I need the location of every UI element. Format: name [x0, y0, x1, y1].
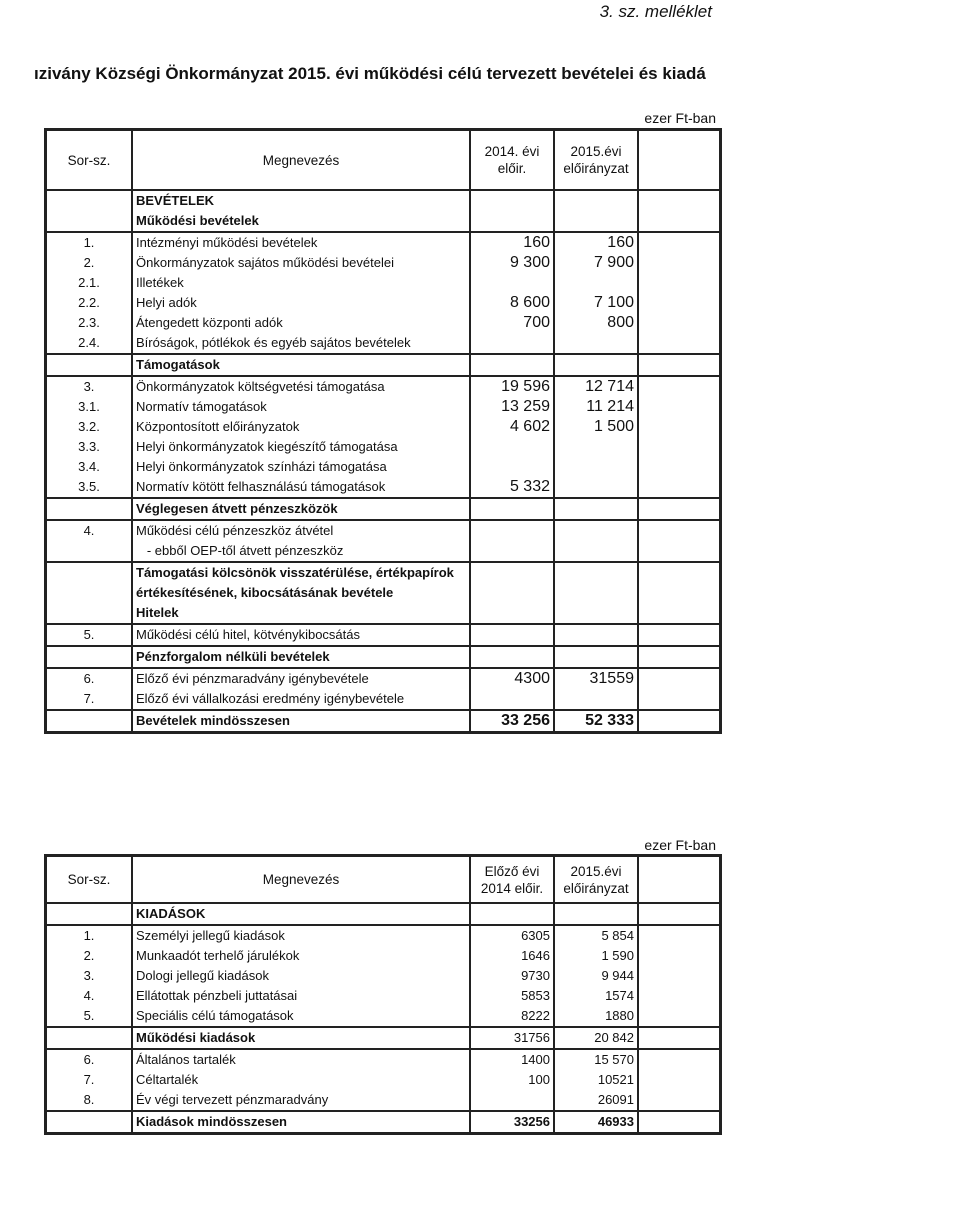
value-2015: 46933 — [554, 1111, 638, 1132]
row-number: 3.5. — [47, 477, 132, 498]
row-label: Helyi önkormányzatok színházi támogatása — [132, 457, 470, 477]
table-row — [47, 925, 719, 946]
row-label: Normatív kötött felhasználású támogatások — [132, 477, 470, 498]
extra-cell — [638, 903, 719, 925]
header-sor-sz: Sor-sz. — [47, 131, 132, 190]
row-number — [47, 354, 132, 376]
value-2014 — [470, 211, 554, 232]
extra-cell — [638, 477, 719, 498]
section-row — [47, 498, 719, 520]
expense-unit-label: ezer Ft-ban — [644, 837, 716, 853]
row-number — [47, 646, 132, 668]
value-2014: 6305 — [470, 925, 554, 946]
value-2015: 52 333 — [554, 710, 638, 731]
value-2015: 9 944 — [554, 966, 638, 986]
value-2014: 33256 — [470, 1111, 554, 1132]
row-number: 6. — [83, 1052, 95, 1067]
row-label: Dologi jellegű kiadások — [132, 966, 470, 986]
row-label: Intézményi működési bevételek — [132, 232, 470, 253]
row-label: Véglegesen átvett pénzeszközök — [132, 498, 470, 520]
row-number — [47, 541, 132, 562]
section-row — [47, 1027, 719, 1049]
table-row — [47, 1070, 719, 1090]
extra-cell — [638, 293, 719, 313]
row-number — [47, 1027, 132, 1049]
row-number — [47, 1111, 132, 1132]
row-number: 4. — [83, 523, 95, 538]
value-2014 — [470, 520, 554, 541]
value-2014 — [470, 457, 554, 477]
row-number: 4. — [83, 988, 95, 1003]
value-2015: 1 590 — [554, 946, 638, 966]
extra-cell — [638, 1027, 719, 1049]
table-row — [47, 376, 719, 397]
header-megnevezes: Megnevezés — [132, 131, 470, 190]
table-row — [47, 1049, 719, 1070]
extra-cell — [638, 1090, 719, 1111]
extra-cell — [638, 710, 719, 731]
value-2015: 26091 — [554, 1090, 638, 1111]
value-2014: 9 300 — [470, 253, 554, 273]
extra-cell — [638, 417, 719, 437]
value-2014: 4300 — [470, 668, 554, 689]
value-2015 — [554, 477, 638, 498]
table-row — [47, 946, 719, 966]
row-number: 5. — [47, 624, 132, 646]
row-label: Önkormányzatok sajátos működési bevételei — [132, 253, 470, 273]
row-label: Normatív támogatások — [132, 397, 470, 417]
value-2014 — [470, 541, 554, 562]
value-2015 — [554, 457, 638, 477]
row-label: Bevételek mindösszesen — [132, 710, 470, 731]
value-2015: 11 214 — [554, 397, 638, 417]
extra-cell — [638, 986, 719, 1006]
table-row — [47, 293, 719, 313]
row-number — [47, 190, 132, 211]
value-2014 — [470, 562, 554, 583]
table-row — [47, 417, 719, 437]
value-2014: 100 — [470, 1070, 554, 1090]
value-2015: 7 900 — [554, 253, 638, 273]
section-row — [47, 190, 719, 211]
extra-cell — [638, 253, 719, 273]
row-label: Központosított előirányzatok — [132, 417, 470, 437]
value-2014 — [470, 333, 554, 354]
expense-header-row — [47, 857, 719, 903]
value-2014: 160 — [470, 232, 554, 253]
value-2014: 5 332 — [470, 477, 554, 498]
value-2015: 31559 — [554, 668, 638, 689]
value-2015 — [554, 354, 638, 376]
row-number — [47, 562, 132, 583]
value-2015 — [554, 603, 638, 624]
value-2015 — [554, 190, 638, 211]
value-2014: 31756 — [470, 1027, 554, 1049]
value-2015: 1880 — [554, 1006, 638, 1027]
row-label: Munkaadót terhelő járulékok — [132, 946, 470, 966]
value-2014: 13 259 — [470, 397, 554, 417]
row-number: 2.2. — [78, 295, 100, 310]
extra-cell — [638, 689, 719, 710]
extra-cell — [638, 520, 719, 541]
row-number — [47, 710, 132, 731]
page-title: ızivány Községi Önkormányzat 2015. évi működési célú tervezett bevételei és kiadá — [34, 64, 706, 83]
row-label: Helyi önkormányzatok kiegészítő támogatása — [132, 437, 470, 457]
row-number — [47, 603, 132, 624]
extra-cell — [638, 437, 719, 457]
extra-cell — [638, 397, 719, 417]
section-row — [47, 211, 719, 232]
row-number: 3. — [83, 968, 95, 983]
value-2014: 33 256 — [470, 710, 554, 731]
value-2015: 20 842 — [554, 1027, 638, 1049]
row-label: Speciális célú támogatások — [132, 1006, 470, 1027]
income-table — [44, 128, 722, 734]
value-2015: 10521 — [554, 1070, 638, 1090]
value-2014 — [470, 646, 554, 668]
section-row — [47, 603, 719, 624]
table-row — [47, 273, 719, 293]
value-2015 — [554, 541, 638, 562]
row-label: Év végi tervezett pénzmaradvány — [132, 1090, 470, 1111]
table-row — [47, 232, 719, 253]
row-number: 1. — [83, 235, 95, 250]
table-row — [47, 1090, 719, 1111]
value-2014 — [470, 498, 554, 520]
value-2014 — [470, 354, 554, 376]
value-2015 — [554, 583, 638, 603]
table-row — [47, 313, 719, 333]
value-2014 — [470, 603, 554, 624]
value-2015 — [554, 624, 638, 646]
extra-cell — [638, 946, 719, 966]
value-2014: 8 600 — [470, 293, 554, 313]
value-2015 — [554, 498, 638, 520]
row-label: értékesítésének, kibocsátásának bevétele — [132, 583, 470, 603]
row-label: Támogatási kölcsönök visszatérülése, értékpapírok — [132, 562, 470, 583]
table-row — [47, 333, 719, 354]
row-number: 3.1. — [78, 399, 100, 414]
extra-cell — [638, 232, 719, 253]
table-row — [47, 966, 719, 986]
value-2015 — [554, 211, 638, 232]
extra-cell — [638, 354, 719, 376]
row-number: 7. — [83, 691, 95, 706]
row-number: 3.2. — [78, 419, 100, 434]
row-number: 2.1. — [78, 275, 100, 290]
header-extra-col — [638, 131, 719, 190]
extra-cell — [638, 376, 719, 397]
row-label: Általános tartalék — [132, 1049, 470, 1070]
value-2014: 700 — [470, 313, 554, 333]
row-number — [47, 211, 132, 232]
row-number: 3.3. — [78, 439, 100, 454]
total-row — [47, 1111, 719, 1132]
table-row — [47, 541, 719, 562]
header-megnevezes: Megnevezés — [132, 857, 470, 903]
value-2015: 15 570 — [554, 1049, 638, 1070]
extra-cell — [638, 190, 719, 211]
extra-cell — [638, 211, 719, 232]
table-row — [47, 520, 719, 541]
row-label: BEVÉTELEK — [132, 190, 470, 211]
value-2015 — [554, 520, 638, 541]
header-sor-sz: Sor-sz. — [47, 857, 132, 903]
extra-cell — [638, 457, 719, 477]
row-number: 3.4. — [78, 459, 100, 474]
value-2015 — [554, 689, 638, 710]
row-label: Céltartalék — [132, 1070, 470, 1090]
extra-cell — [638, 646, 719, 668]
row-number: 6. — [83, 671, 95, 686]
row-number: 1. — [83, 928, 95, 943]
value-2014: 1400 — [470, 1049, 554, 1070]
extra-cell — [638, 603, 719, 624]
row-number: 2. — [83, 948, 95, 963]
value-2014 — [470, 1090, 554, 1111]
header-2015-col: 2015.évi előirányzat — [554, 131, 638, 190]
extra-cell — [638, 562, 719, 583]
value-2014 — [470, 624, 554, 646]
row-label: Hitelek — [132, 603, 470, 624]
row-label: Működési célú hitel, kötvénykibocsátás — [132, 624, 470, 646]
value-2015: 7 100 — [554, 293, 638, 313]
row-number — [47, 903, 132, 925]
header-extra-col — [638, 857, 719, 903]
value-2014 — [470, 689, 554, 710]
row-number — [47, 583, 132, 603]
extra-cell — [638, 1111, 719, 1132]
value-2014 — [470, 190, 554, 211]
row-number — [47, 498, 132, 520]
value-2015 — [554, 273, 638, 293]
row-label: KIADÁSOK — [132, 903, 470, 925]
row-number: 2.4. — [47, 333, 132, 354]
table-row — [47, 397, 719, 417]
table-row — [47, 457, 719, 477]
value-2014: 19 596 — [470, 376, 554, 397]
row-label: Működési kiadások — [132, 1027, 470, 1049]
extra-cell — [638, 541, 719, 562]
header-2014-col: 2014. évi előir. — [470, 131, 554, 190]
value-2014: 1646 — [470, 946, 554, 966]
extra-cell — [638, 925, 719, 946]
value-2014 — [470, 273, 554, 293]
row-label: Előző évi pénzmaradvány igénybevétele — [132, 668, 470, 689]
row-label: Ellátottak pénzbeli juttatásai — [132, 986, 470, 1006]
expense-table — [44, 854, 722, 1135]
value-2014 — [470, 437, 554, 457]
table-row — [47, 986, 719, 1006]
value-2014: 9730 — [470, 966, 554, 986]
section-row — [47, 646, 719, 668]
row-label: Kiadások mindösszesen — [132, 1111, 470, 1132]
value-2014: 4 602 — [470, 417, 554, 437]
value-2014 — [470, 903, 554, 925]
table-row — [47, 689, 719, 710]
row-label: Pénzforgalom nélküli bevételek — [132, 646, 470, 668]
value-2015: 1 500 — [554, 417, 638, 437]
annex-label: 3. sz. melléklet — [599, 2, 712, 21]
value-2015: 160 — [554, 232, 638, 253]
row-label: Illetékek — [132, 273, 470, 293]
section-row — [47, 562, 719, 583]
extra-cell — [638, 583, 719, 603]
section-row — [47, 903, 719, 925]
row-label: - ebből OEP-től átvett pénzeszköz — [132, 541, 470, 562]
table-row — [47, 1006, 719, 1027]
section-row — [47, 583, 719, 603]
value-2015 — [554, 333, 638, 354]
value-2015: 12 714 — [554, 376, 638, 397]
table-row — [47, 253, 719, 273]
income-unit-label: ezer Ft-ban — [644, 110, 716, 126]
extra-cell — [638, 498, 719, 520]
row-label: Önkormányzatok költségvetési támogatása — [132, 376, 470, 397]
row-label: Előző évi vállalkozási eredmény igénybevétele — [132, 689, 470, 710]
header-2014-col: Előző évi 2014 előir. — [470, 857, 554, 903]
table-row — [47, 477, 719, 498]
row-number: 8. — [83, 1092, 95, 1107]
value-2015: 5 854 — [554, 925, 638, 946]
extra-cell — [638, 313, 719, 333]
header-2015-col: 2015.évi előirányzat — [554, 857, 638, 903]
value-2015 — [554, 646, 638, 668]
row-label: Működési célú pénzeszköz átvétel — [132, 520, 470, 541]
row-label: Átengedett központi adók — [132, 313, 470, 333]
total-row — [47, 710, 719, 731]
extra-cell — [638, 1070, 719, 1090]
table-row — [47, 437, 719, 457]
row-number: 5. — [47, 1006, 132, 1027]
value-2015: 800 — [554, 313, 638, 333]
row-label: Működési bevételek — [132, 211, 470, 232]
value-2015: 1574 — [554, 986, 638, 1006]
extra-cell — [638, 1049, 719, 1070]
row-label: Támogatások — [132, 354, 470, 376]
value-2015 — [554, 437, 638, 457]
extra-cell — [638, 1006, 719, 1027]
row-label: Személyi jellegű kiadások — [132, 925, 470, 946]
table-row — [47, 668, 719, 689]
row-number: 2. — [83, 255, 95, 270]
extra-cell — [638, 333, 719, 354]
value-2015 — [554, 903, 638, 925]
row-label: Helyi adók — [132, 293, 470, 313]
row-label: Bíróságok, pótlékok és egyéb sajátos bevételek — [132, 333, 470, 354]
extra-cell — [638, 966, 719, 986]
extra-cell — [638, 624, 719, 646]
row-number: 2.3. — [78, 315, 100, 330]
row-number: 3. — [83, 379, 95, 394]
value-2014: 8222 — [470, 1006, 554, 1027]
value-2015 — [554, 562, 638, 583]
income-header-row — [47, 131, 719, 190]
value-2014 — [470, 583, 554, 603]
extra-cell — [638, 273, 719, 293]
row-number: 7. — [83, 1072, 95, 1087]
extra-cell — [638, 668, 719, 689]
value-2014: 5853 — [470, 986, 554, 1006]
section-row — [47, 354, 719, 376]
table-row — [47, 624, 719, 646]
